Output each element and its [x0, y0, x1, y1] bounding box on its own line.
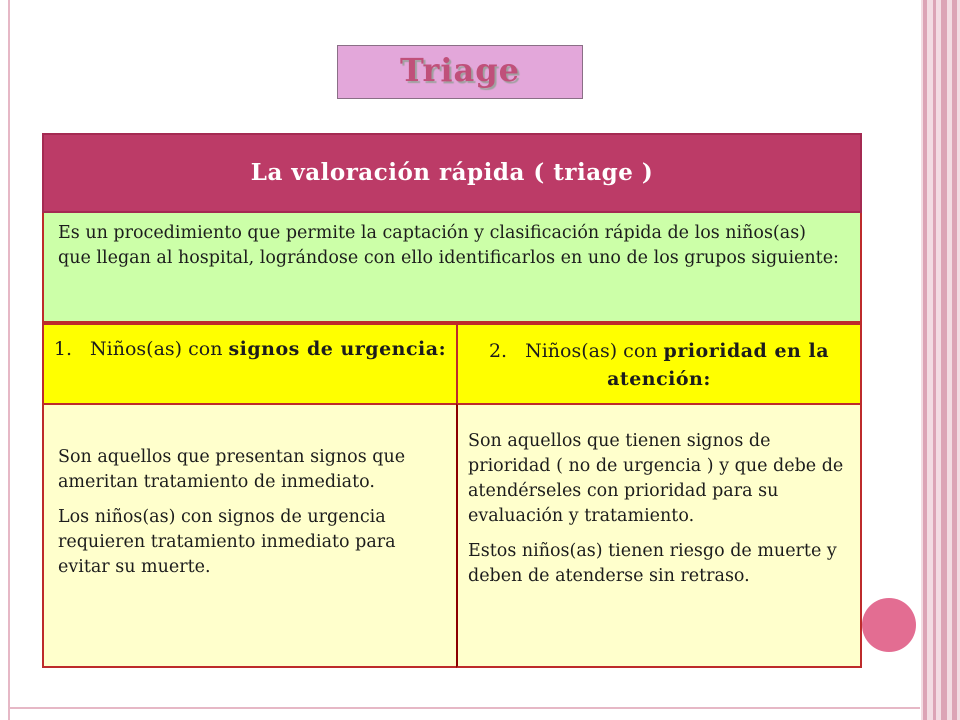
group-1-paragraph: Los niños(as) con signos de urgencia requieren tratamiento inmediato para evitar su muerte. — [58, 507, 396, 577]
triage-table — [42, 133, 862, 668]
group-2-label-prefix: Niños(as) con — [525, 340, 658, 362]
slide-frame-left-line — [8, 0, 10, 720]
table-description: Es un procedimiento que permite la captación y clasificación rápida de los niños(as) que llegan al hospital, lográndose con ello identificarlos en uno de los grupos siguiente: — [42, 213, 862, 323]
group-2-label-bold: prioridad en la atención: — [607, 340, 830, 390]
stripe — [941, 0, 947, 720]
group-2-heading — [456, 323, 862, 405]
group-2-body — [456, 403, 862, 668]
stripe — [923, 0, 927, 720]
group-1-heading — [42, 323, 458, 405]
slide-title-box — [337, 45, 583, 99]
slide-frame-bottom-line — [8, 707, 920, 709]
group-1-number: 1. — [53, 338, 73, 360]
group-2-number: 2. — [488, 340, 508, 362]
group-1-label-prefix: Niños(as) con — [90, 338, 223, 360]
slide-title: Triage — [400, 51, 520, 89]
group-1-label-bold: signos de urgencia: — [228, 338, 447, 360]
group-2-paragraph: Son aquellos que tienen signos de prioridad ( no de urgencia ) y que debe de atendérseles con prioridad para su evaluación y tratamiento. — [468, 431, 844, 526]
stripe — [933, 0, 936, 720]
group-1-paragraph: Son aquellos que presentan signos que ameritan tratamiento de inmediato. — [58, 447, 406, 492]
decorative-circle — [862, 598, 916, 652]
group-1-body — [42, 403, 458, 668]
table-header: La valoración rápida ( triage ) — [42, 133, 862, 213]
group-2-paragraph: Estos niños(as) tienen riesgo de muerte y deben de atenderse sin retraso. — [468, 541, 837, 586]
slide-decorative-stripes — [921, 0, 960, 720]
stripe — [952, 0, 957, 720]
